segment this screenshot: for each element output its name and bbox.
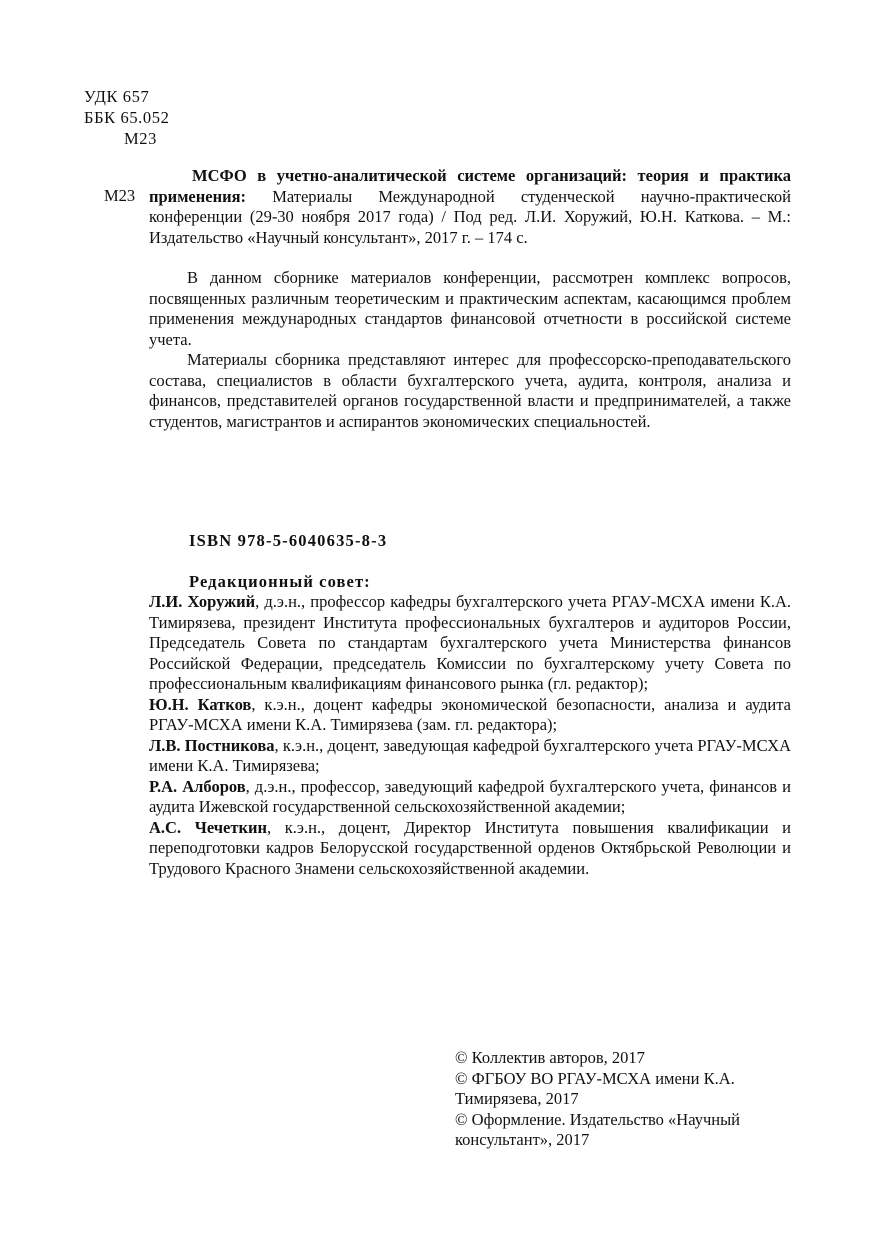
book-title: МСФО в учетно-аналитической системе организаций: теория и практика применения:: [149, 166, 791, 206]
board-member-description: , д.э.н., профессор, заведующий кафедрой бухгалтерского учета, финансов и аудита Ижевской государственной сельскохозяйственной академии;: [149, 776, 791, 816]
board-member: [149, 695, 791, 736]
board-member: [149, 736, 791, 777]
editorial-board-title: Редакционный совет:: [189, 572, 371, 591]
copyright-line: © Коллектив авторов, 2017: [455, 1048, 645, 1067]
copyright-line: © ФГБОУ ВО РГАУ-МСХА имени К.А. Тимирязева, 2017: [455, 1068, 735, 1108]
editorial-board-list: [149, 592, 791, 879]
board-member: [149, 777, 791, 818]
board-member-description: , к.э.н., доцент, заведующая кафедрой бухгалтерского учета РГАУ-МСХА имени К.А. Тимирязева;: [149, 735, 791, 775]
annotation: [149, 268, 791, 432]
isbn: ISBN 978-5-6040635-8-3: [189, 531, 388, 550]
board-member-name: Л.И. Хоружий: [149, 592, 256, 611]
board-member: [149, 818, 791, 880]
copyright-line: © Оформление. Издательство «Научный консультант», 2017: [455, 1109, 741, 1149]
side-author-mark: М23: [104, 186, 136, 205]
annotation-paragraph: В данном сборнике материалов конференции, рассмотрен комплекс вопросов, посвященных различным теоретическим и практическим аспектам, касающимся проблем применения международных стандартов финансовой отчетности в российской системе учета.: [149, 268, 791, 349]
board-member-description: , к.э.н., доцент кафедры экономической безопасности, анализа и аудита РГАУ-МСХА имени К.А. Тимирязева (зам. гл. редактора);: [149, 694, 791, 734]
board-member-description: , к.э.н., доцент, Директор Института повышения квалификации и переподготовки кадров Белорусской государственной орденов Октябрьской Революции и Трудового Красного Знамени сельскохозяйственной академии.: [149, 817, 792, 878]
annotation-paragraph: Материалы сборника представляют интерес для профессорско-преподавательского состава, специалистов в области бухгалтерского учета, аудита, контроля, анализа и финансов, представителей органов государственной власти и предпринимателей, а также студентов, магистрантов и аспирантов экономических специальностей.: [149, 350, 791, 431]
bibliographic-description: [149, 166, 791, 248]
board-member-description: , д.э.н., профессор кафедры бухгалтерского учета РГАУ-МСХА имени К.А. Тимирязева, президент Института профессиональных бухгалтеров и аудиторов России, Председатель Совета по стандартам бухгалтерского учета Министерства финансов Российской Федерации, председатель Комиссии по бухгалтерскому учету Совета по профессиональным квалификациям финансового рынка (гл. редактор);: [149, 592, 791, 693]
udk-code: УДК 657: [84, 87, 150, 106]
bbk-code: ББК 65.052: [84, 108, 170, 127]
bibliographic-details: Материалы Международной студенческой научно-практической конференции (29-30 ноября 2017 года) / Под ред. Л.И. Хоружий, Ю.Н. Каткова. – М.: Издательство «Научный консультант», 2017 г. – 174 с.: [149, 186, 791, 247]
author-mark: М23: [124, 129, 157, 148]
classification-block: [84, 86, 169, 149]
board-member-name: Л.В. Постникова: [149, 735, 275, 755]
board-member-name: А.С. Чечеткин: [149, 817, 267, 837]
board-member: [149, 592, 791, 695]
copyright-block: [455, 1048, 785, 1151]
board-member-name: Р.А. Алборов: [149, 776, 246, 796]
board-member-name: Ю.Н. Катков: [149, 694, 252, 714]
